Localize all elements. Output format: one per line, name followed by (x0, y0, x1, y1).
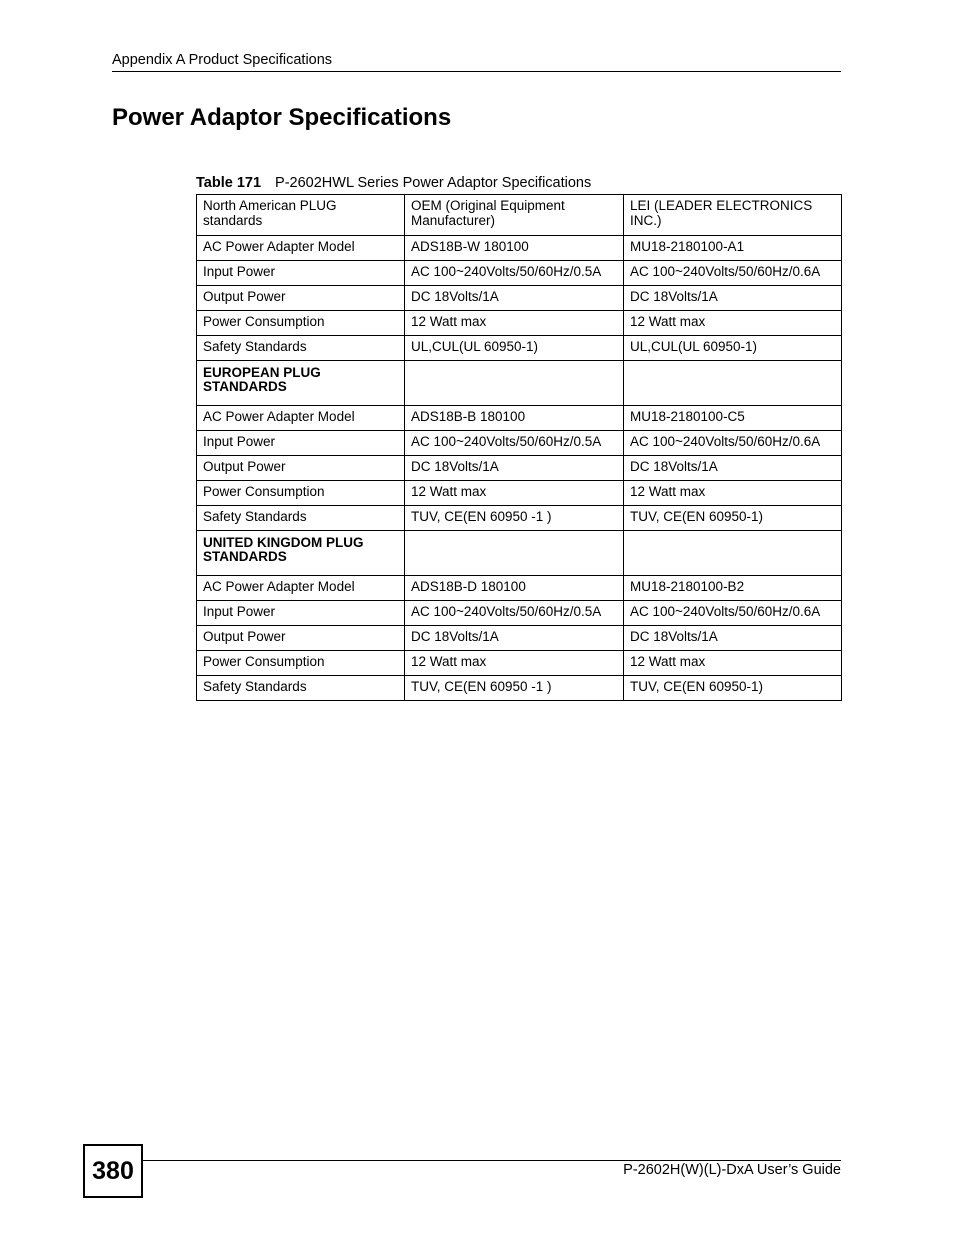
table-cell: DC 18Volts/1A (624, 456, 842, 481)
table-cell: TUV, CE(EN 60950-1) (624, 676, 842, 701)
table-cell: Output Power (197, 286, 405, 311)
table-row (197, 676, 842, 701)
table-cell: AC 100~240Volts/50/60Hz/0.6A (624, 601, 842, 626)
table-cell: LEI (LEADER ELECTRONICS INC.) (624, 195, 842, 236)
table-cell: UL,CUL(UL 60950-1) (624, 336, 842, 361)
table-cell: 12 Watt max (624, 481, 842, 506)
table-row (197, 601, 842, 626)
table-cell: MU18-2180100-C5 (624, 406, 842, 431)
table-cell: DC 18Volts/1A (405, 626, 624, 651)
table-cell (405, 531, 624, 576)
footer-guide-title: P-2602H(W)(L)-DxA User’s Guide (623, 1162, 841, 1178)
table-caption-number: Table 171 (196, 175, 262, 191)
table-cell: OEM (Original Equipment Manufacturer) (405, 195, 624, 236)
table-cell: 12 Watt max (624, 651, 842, 676)
table-row (197, 576, 842, 601)
table-cell: UL,CUL(UL 60950-1) (405, 336, 624, 361)
table-cell: AC Power Adapter Model (197, 576, 405, 601)
table-cell: MU18-2180100-B2 (624, 576, 842, 601)
table-row (197, 236, 842, 261)
table-row (197, 406, 842, 431)
running-header: Appendix A Product Specifications (112, 52, 333, 68)
table-cell: ADS18B-B 180100 (405, 406, 624, 431)
table-row (197, 286, 842, 311)
table-cell: AC 100~240Volts/50/60Hz/0.5A (405, 601, 624, 626)
table-cell (624, 531, 842, 576)
table-cell: Safety Standards (197, 506, 405, 531)
table-cell: DC 18Volts/1A (624, 286, 842, 311)
page-title: Power Adaptor Specifications (112, 104, 452, 131)
table-cell (405, 361, 624, 406)
table-row (197, 626, 842, 651)
table-cell: TUV, CE(EN 60950 -1 ) (405, 506, 624, 531)
table-cell: DC 18Volts/1A (405, 286, 624, 311)
section-heading-cell: EUROPEAN PLUG STANDARDS (197, 361, 405, 406)
table-cell: North American PLUG standards (197, 195, 405, 236)
table-cell: Power Consumption (197, 481, 405, 506)
table-row (197, 481, 842, 506)
table-cell: AC Power Adapter Model (197, 406, 405, 431)
table-row (197, 311, 842, 336)
table-cell: Power Consumption (197, 311, 405, 336)
table-cell: 12 Watt max (405, 311, 624, 336)
table-section-row (197, 361, 842, 406)
table-cell: Output Power (197, 626, 405, 651)
table-row (197, 336, 842, 361)
table-cell: AC 100~240Volts/50/60Hz/0.5A (405, 261, 624, 286)
table-cell: MU18-2180100-A1 (624, 236, 842, 261)
table-cell: ADS18B-W 180100 (405, 236, 624, 261)
table-cell: TUV, CE(EN 60950 -1 ) (405, 676, 624, 701)
table-cell: Safety Standards (197, 336, 405, 361)
table-caption-text: P-2602HWL Series Power Adaptor Specifications (275, 175, 592, 191)
table-cell: 12 Watt max (405, 651, 624, 676)
table-cell: Input Power (197, 261, 405, 286)
power-adaptor-spec-table (196, 194, 842, 701)
table-caption (196, 175, 591, 191)
footer-divider (141, 1160, 841, 1161)
table-cell: Power Consumption (197, 651, 405, 676)
table-cell: 12 Watt max (405, 481, 624, 506)
table-cell (624, 361, 842, 406)
table-cell: AC 100~240Volts/50/60Hz/0.6A (624, 261, 842, 286)
table-row (197, 651, 842, 676)
table-row (197, 431, 842, 456)
table-section-row (197, 531, 842, 576)
table-row (197, 261, 842, 286)
table-row (197, 195, 842, 236)
table-cell: AC 100~240Volts/50/60Hz/0.6A (624, 431, 842, 456)
table-row (197, 506, 842, 531)
table-cell: AC 100~240Volts/50/60Hz/0.5A (405, 431, 624, 456)
table-cell: Input Power (197, 601, 405, 626)
header-divider (112, 71, 841, 72)
page-number: 380 (83, 1144, 143, 1198)
table-row (197, 456, 842, 481)
table-cell: TUV, CE(EN 60950-1) (624, 506, 842, 531)
table-cell: DC 18Volts/1A (624, 626, 842, 651)
table-cell: 12 Watt max (624, 311, 842, 336)
table-cell: Input Power (197, 431, 405, 456)
table-cell: Output Power (197, 456, 405, 481)
table-cell: ADS18B-D 180100 (405, 576, 624, 601)
table-cell: Safety Standards (197, 676, 405, 701)
table-cell: AC Power Adapter Model (197, 236, 405, 261)
section-heading-cell: UNITED KINGDOM PLUG STANDARDS (197, 531, 405, 576)
table-cell: DC 18Volts/1A (405, 456, 624, 481)
